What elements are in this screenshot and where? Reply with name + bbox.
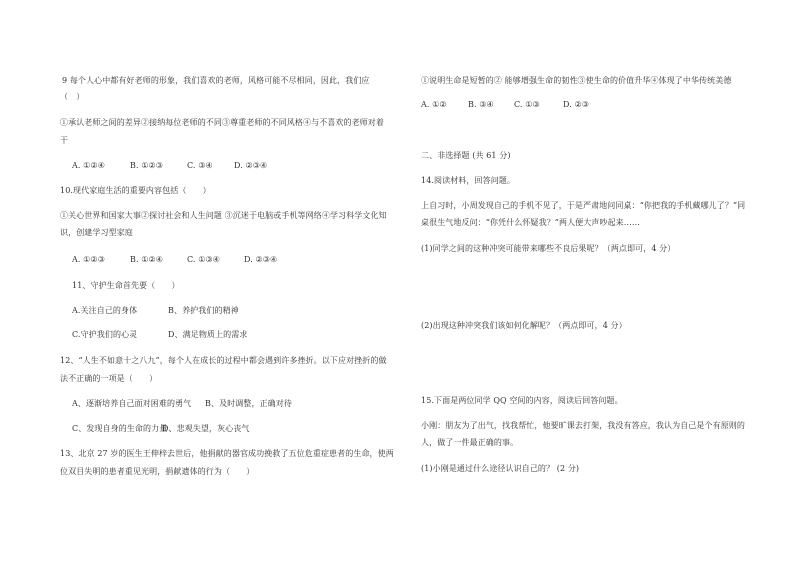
question-14-sub-1: (1)同学之间的这种冲突可能带来哪些不良后果呢？（两点即可，4 分） — [421, 244, 676, 253]
option-d[interactable]: D、满足物质上的需求 — [168, 330, 248, 339]
question-9-stem: 9 每个人心中都有好老师的形象，我们喜欢的老师，风格可能不尽相同，因此，我们应 — [62, 76, 370, 85]
question-11-stem: 11、守护生命首先要（ ） — [72, 281, 180, 290]
question-9-answer-blank: （ ） — [60, 92, 85, 101]
option-a[interactable]: A.关注自己的身体 — [72, 306, 138, 315]
question-15-material: 小刚：朋友为了出气，找我帮忙，他要旷课去打架，我没有答应，我认为自己是个有原则的 — [421, 421, 745, 430]
option-c[interactable]: C、发现自身的生命的力量 — [72, 424, 168, 433]
option-a[interactable]: A. ①② — [421, 100, 447, 109]
question-9-items: ①承认老师之间的差异②接纳每位老师的不同③尊重老师的不同风格④与不喜欢的老师对着 — [60, 118, 384, 127]
option-c[interactable]: C. ③④ — [187, 161, 213, 170]
option-b[interactable]: B. ③④ — [468, 100, 494, 109]
question-10-items-cont: 识，创建学习型家庭 — [60, 228, 133, 237]
question-10-stem: 10.现代家庭生活的重要内容包括（ ） — [60, 186, 211, 195]
option-c[interactable]: C. ①③④ — [187, 255, 221, 264]
option-b[interactable]: B. ①②④ — [130, 255, 164, 264]
question-12-stem: 12、“人生不如意十之八九”，每个人在成长的过程中都会遇到许多挫折。以下应对挫折的做 — [60, 356, 387, 365]
question-14-stem: 14.阅读材料，回答问题。 — [421, 176, 516, 185]
option-c[interactable]: C.守护我们的心灵 — [72, 330, 138, 339]
option-a[interactable]: A、逐渐培养自己面对困难的勇气 — [72, 399, 192, 408]
question-15-stem: 15.下面是两位同学 QQ 空间的内容，阅读后回答问题。 — [421, 396, 623, 405]
question-15-sub-1: (1)小刚是通过什么途径认识自己的？ (2 分) — [421, 464, 580, 473]
option-c[interactable]: C. ①③ — [514, 100, 540, 109]
option-a[interactable]: A. ①②④ — [72, 161, 105, 170]
question-14-material: 上自习时，小周发现自己的手机不见了，于是严肃地问同桌：“你把我的手机藏哪儿了？”同 — [421, 201, 746, 210]
question-15-material-cont: 人，做了一件最正确的事。 — [421, 438, 519, 447]
option-b[interactable]: B、养护我们的精神 — [168, 306, 239, 315]
option-d[interactable]: D. ②③④ — [234, 161, 268, 170]
question-13-stem-cont: 位双目失明的患者重见光明，捐献遗体的行为（ ） — [60, 467, 255, 476]
question-9-items-cont: 干 — [60, 136, 69, 145]
question-14-material-cont: 桌很生气地反问：“你凭什么怀疑我？”两人便大声吵起来…… — [421, 218, 640, 227]
option-d[interactable]: D、悲观失望，灰心丧气 — [162, 424, 250, 433]
question-12-stem-cont: 法不正确的一项是（ ） — [60, 374, 158, 383]
question-13-stem: 13、北京 27 岁的医生王伸梓去世后，他捐献的器官成功挽救了五位危重症患者的生命，使两 — [60, 449, 394, 458]
option-d[interactable]: D. ②③④ — [244, 255, 278, 264]
option-a[interactable]: A. ①②③ — [72, 255, 105, 264]
question-13-items: ①说明生命是短暂的② 能够增强生命的韧性③使生命的价值升华④体现了中华传统美德 — [421, 76, 732, 85]
question-10-items: ①关心世界和国家大事②探讨社会和人生问题 ③沉迷于电脑或手机等网络④学习科学文化知 — [60, 211, 387, 220]
option-b[interactable]: B. ①②③ — [130, 161, 164, 170]
section-2-title: 二、非选择题 (共 61 分) — [421, 151, 511, 160]
option-b[interactable]: B、及时调整，正确对待 — [205, 399, 292, 408]
option-d[interactable]: D. ②③ — [563, 100, 590, 109]
question-14-sub-2: (2)出现这种冲突我们该如何化解呢？（两点即可，4 分） — [421, 321, 627, 330]
